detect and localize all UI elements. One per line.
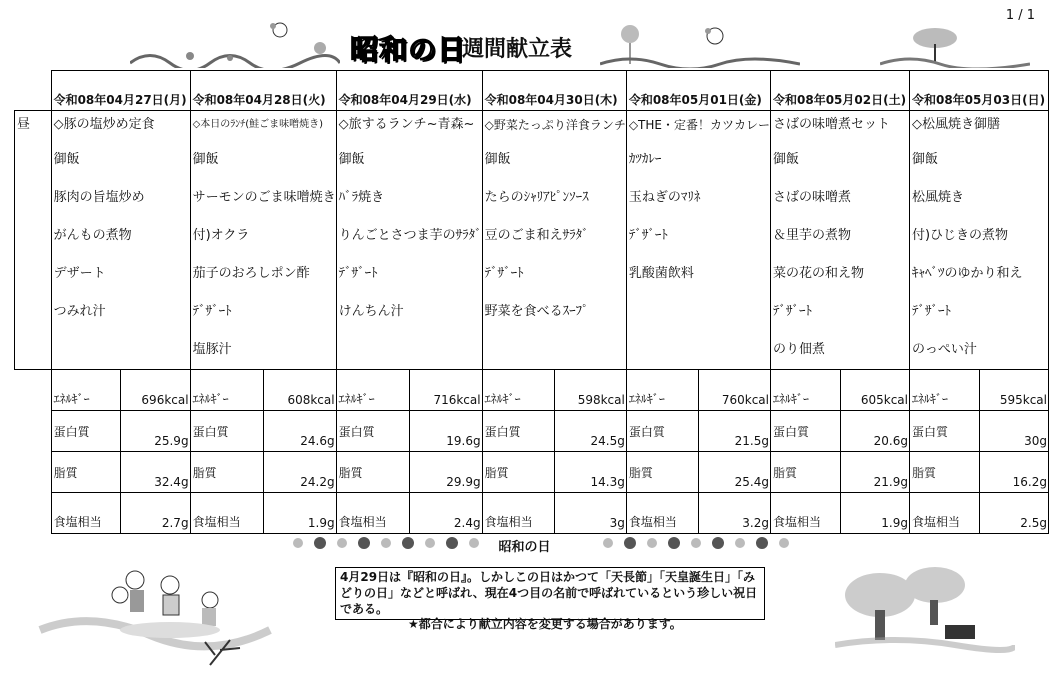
fat-value: 25.4g: [698, 452, 770, 493]
menu-items-cell: [909, 111, 1048, 370]
change-notice: ★都合により献立内容を変更する場合があります。: [408, 617, 682, 631]
tree-decoration: [880, 24, 1030, 68]
picnic-illustration-icon: [20, 550, 280, 675]
energy-label: ｴﾈﾙｷﾞｰ: [482, 370, 554, 411]
energy-label: ｴﾈﾙｷﾞｰ: [626, 370, 698, 411]
fat-label: 脂質: [190, 452, 263, 493]
salt-value: 3.2g: [698, 493, 770, 534]
menu-item: ﾃﾞｻﾞｰﾄ: [484, 266, 524, 281]
menu-item: ◇松風焼き御膳: [911, 117, 1000, 132]
menu-item: 御飯: [338, 152, 365, 167]
page-title: 週間献立表: [462, 37, 573, 62]
menu-item: ◇旅するランチ~青森~: [338, 117, 475, 132]
fat-value: 16.2g: [979, 452, 1049, 493]
menu-item: 玉ねぎのﾏﾘﾈ: [628, 190, 701, 205]
salt-label: 食塩相当: [626, 493, 698, 534]
salt-value: 2.4g: [409, 493, 482, 534]
menu-item: 御飯: [192, 152, 219, 167]
menu-item: りんごとさつま芋のｻﾗﾀﾞ: [338, 228, 482, 243]
energy-value: 696kcal: [121, 370, 190, 411]
meal-label: 昼: [15, 111, 52, 370]
menu-item: 付)ひじきの煮物: [911, 228, 1009, 243]
fat-label: 脂質: [51, 452, 121, 493]
fat-row: [15, 452, 1049, 493]
menu-item: 茄子のおろしポン酢: [192, 266, 310, 281]
menu-item: 御飯: [484, 152, 511, 167]
menu-item: ◇本日のﾗﾝﾁ(鮭ごま味噌焼き): [192, 119, 324, 130]
protein-value: 21.5g: [698, 411, 770, 452]
energy-value: 605kcal: [840, 370, 909, 411]
protein-label: 蛋白質: [482, 411, 554, 452]
menu-item: 野菜を食べるｽｰﾌﾟ: [484, 304, 589, 319]
page-number: 1 / 1: [1005, 8, 1035, 23]
menu-item: ◇豚の塩炒め定食: [53, 117, 155, 132]
date-cell: 令和08年05月01日(金): [626, 71, 770, 111]
menu-items-cell: [771, 111, 910, 370]
salt-label: 食塩相当: [336, 493, 409, 534]
protein-label: 蛋白質: [190, 411, 263, 452]
fat-value: 32.4g: [121, 452, 190, 493]
energy-value: 595kcal: [979, 370, 1049, 411]
energy-label: ｴﾈﾙｷﾞｰ: [771, 370, 841, 411]
protein-label: 蛋白質: [771, 411, 841, 452]
fat-value: 29.9g: [409, 452, 482, 493]
menu-item: のり佃煮: [773, 342, 826, 357]
menu-item: ◇野菜たっぷり洋食ランチ: [484, 118, 626, 132]
fat-value: 21.9g: [840, 452, 909, 493]
menu-item: ◇THE・定番！カツカレー: [628, 118, 770, 132]
date-cell: 令和08年04月28日(火): [190, 71, 336, 111]
menu-item: 松風焼き: [911, 190, 964, 205]
menu-item: 御飯: [53, 152, 80, 167]
energy-label: ｴﾈﾙｷﾞｰ: [51, 370, 121, 411]
protein-value: 19.6g: [409, 411, 482, 452]
menu-item: さばの味噌煮セット: [773, 117, 891, 132]
showa-day-notice: 4月29日は『昭和の日』。しかしこの日はかつて「天長節」「天皇誕生日」「みどりの日」などと呼ばれ、現在4つ目の名前で呼ばれているという珍しい祝日である。: [335, 567, 765, 620]
salt-value: 1.9g: [263, 493, 336, 534]
flower-strip-right-icon: [600, 534, 810, 552]
energy-value: 716kcal: [409, 370, 482, 411]
protein-value: 25.9g: [121, 411, 190, 452]
menu-table: [14, 70, 1049, 534]
fat-label: 脂質: [909, 452, 979, 493]
menu-item: のっぺい汁: [911, 342, 977, 357]
salt-label: 食塩相当: [771, 493, 841, 534]
menu-item: デザート: [53, 266, 106, 281]
protein-value: 24.6g: [263, 411, 336, 452]
menu-items-cell: [190, 111, 336, 370]
salt-row: [15, 493, 1049, 534]
salt-label: 食塩相当: [482, 493, 554, 534]
menu-items-row: [15, 111, 1049, 370]
date-cell: 令和08年04月27日(月): [51, 71, 190, 111]
salt-value: 2.5g: [979, 493, 1049, 534]
fat-label: 脂質: [482, 452, 554, 493]
menu-item: ﾃﾞｻﾞｰﾄ: [911, 304, 951, 319]
cherry-tree-illustration-icon: [835, 565, 1015, 675]
salt-value: 2.7g: [121, 493, 190, 534]
menu-items-cell: [336, 111, 482, 370]
salt-value: 3g: [554, 493, 626, 534]
menu-item: つみれ汁: [53, 304, 106, 319]
menu-item: 乳酸菌飲料: [628, 266, 694, 281]
menu-items-cell: [482, 111, 626, 370]
menu-items-cell: [51, 111, 190, 370]
energy-row: [15, 370, 1049, 411]
energy-label: ｴﾈﾙｷﾞｰ: [190, 370, 263, 411]
fat-value: 14.3g: [554, 452, 626, 493]
menu-item: さばの味噌煮: [773, 190, 852, 205]
menu-item: がんもの煮物: [53, 228, 132, 243]
salt-label: 食塩相当: [909, 493, 979, 534]
fat-value: 24.2g: [263, 452, 336, 493]
menu-item: 豆のごま和えｻﾗﾀﾞ: [484, 228, 589, 243]
date-cell: 令和08年05月03日(日): [909, 71, 1048, 111]
menu-item: ﾃﾞｻﾞｰﾄ: [773, 304, 812, 319]
salt-value: 1.9g: [840, 493, 909, 534]
protein-label: 蛋白質: [909, 411, 979, 452]
menu-item: サーモンのごま味噌焼き: [192, 190, 336, 205]
menu-item: けんちん汁: [338, 304, 404, 319]
energy-value: 598kcal: [554, 370, 626, 411]
menu-item: 豚肉の旨塩炒め: [53, 190, 145, 205]
menu-item: 菜の花の和え物: [773, 266, 865, 281]
protein-label: 蛋白質: [626, 411, 698, 452]
menu-item: たらのｼｬﾘｱﾋﾟﾝｿｰｽ: [484, 190, 589, 205]
fat-label: 脂質: [336, 452, 409, 493]
footer-title: 昭和の日: [498, 540, 551, 555]
logo: 昭和の日: [350, 33, 467, 66]
menu-item: 付)オクラ: [192, 228, 250, 243]
energy-label: ｴﾈﾙｷﾞｰ: [909, 370, 979, 411]
date-cell: 令和08年04月30日(木): [482, 71, 626, 111]
menu-item: 御飯: [911, 152, 938, 167]
menu-item: ｶﾂｶﾚｰ: [628, 152, 662, 167]
date-cell: 令和08年05月02日(土): [771, 71, 910, 111]
protein-row: [15, 411, 1049, 452]
protein-value: 20.6g: [840, 411, 909, 452]
protein-label: 蛋白質: [336, 411, 409, 452]
menu-item: ｷｬﾍﾞﾂのゆかり和え: [911, 266, 1023, 281]
protein-value: 24.5g: [554, 411, 626, 452]
menu-item: ﾃﾞｻﾞｰﾄ: [192, 304, 232, 319]
menu-items-cell: [626, 111, 770, 370]
energy-value: 760kcal: [698, 370, 770, 411]
salt-label: 食塩相当: [51, 493, 121, 534]
menu-item: ＆里芋の煮物: [773, 228, 852, 243]
fat-label: 脂質: [771, 452, 841, 493]
salt-label: 食塩相当: [190, 493, 263, 534]
energy-value: 608kcal: [263, 370, 336, 411]
protein-label: 蛋白質: [51, 411, 121, 452]
menu-item: ﾃﾞｻﾞｰﾄ: [338, 266, 378, 281]
protein-value: 30g: [979, 411, 1049, 452]
header: [0, 8, 1049, 70]
menu-item: ﾃﾞｻﾞｰﾄ: [628, 228, 668, 243]
fat-label: 脂質: [626, 452, 698, 493]
energy-label: ｴﾈﾙｷﾞｰ: [336, 370, 409, 411]
date-row: [15, 71, 1049, 111]
menu-item: 塩豚汁: [192, 342, 232, 357]
flower-decoration-right: [600, 14, 800, 68]
menu-item: 御飯: [773, 152, 800, 167]
date-cell: 令和08年04月29日(水): [336, 71, 482, 111]
menu-item: ﾊﾞﾗ焼き: [338, 190, 385, 205]
flower-decoration-left: [130, 18, 340, 68]
